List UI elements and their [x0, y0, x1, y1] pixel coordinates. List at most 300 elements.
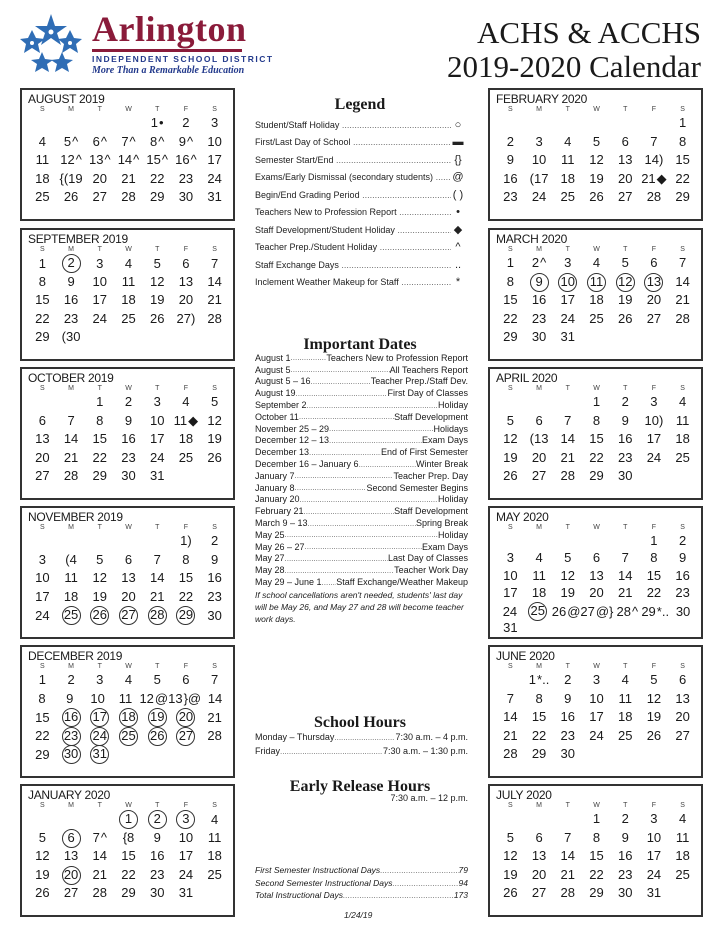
day-cell [28, 468, 57, 484]
week-row [496, 745, 697, 764]
day-cell [496, 585, 525, 601]
day-number: 16 [560, 709, 576, 725]
day-cell [143, 450, 172, 466]
day-cell [200, 812, 229, 828]
day-number: 25 [62, 606, 81, 625]
day-cell [582, 413, 611, 429]
day-number: 17 [646, 431, 662, 447]
day-cell [640, 450, 669, 466]
day-number: 20 [178, 292, 194, 308]
weekday-label: M [536, 385, 542, 392]
week-row [28, 671, 229, 690]
weekday-label: W [593, 802, 600, 809]
day-cell [582, 691, 611, 707]
day-cell [143, 134, 172, 150]
day-cell [143, 589, 172, 605]
day-number: 21 [207, 292, 222, 308]
dot-leader [329, 436, 422, 445]
day-cell [611, 189, 640, 205]
day-cell [582, 885, 611, 901]
day-cell [553, 171, 582, 187]
day-number: 9 [506, 152, 514, 168]
day-cell [668, 171, 697, 187]
day-number: 21 [503, 727, 518, 743]
day-number: 13 [178, 273, 194, 289]
weekday-label: S [212, 663, 217, 670]
month-name: AUGUST 2019 [28, 92, 105, 106]
weekday-label: W [593, 106, 600, 113]
day-marker: @} [595, 603, 614, 619]
day-cell [496, 568, 525, 584]
day-number: 16 [63, 292, 79, 308]
day-cell [57, 189, 86, 205]
day-cell [611, 134, 640, 150]
day-number: 5 [153, 255, 161, 271]
important-date: May 26 – 27 [255, 541, 305, 552]
day-cell [640, 585, 669, 601]
week-row [496, 847, 697, 866]
day-number: 5 [211, 394, 219, 410]
day-number: 4 [124, 672, 133, 688]
day-number: (17 [529, 170, 549, 186]
weekday-label: F [183, 246, 189, 253]
day-cell [496, 550, 525, 566]
day-cell [496, 255, 525, 271]
weekday-label: S [680, 106, 685, 113]
day-cell [28, 589, 57, 605]
day-number: 6 [182, 255, 190, 271]
day-number: 13 [35, 431, 50, 447]
day-cell [57, 727, 86, 746]
day-cell [85, 727, 114, 746]
day-cell [640, 728, 669, 744]
day-number: 7 [621, 550, 629, 566]
day-number: 4 [679, 394, 687, 410]
weekday-label: M [536, 246, 542, 253]
week-row [496, 602, 697, 620]
weekday-label: S [508, 524, 513, 531]
weekday-header [28, 662, 229, 671]
day-number: 15 [675, 152, 690, 168]
day-cell [57, 311, 86, 327]
day-cell [553, 885, 582, 901]
month-name: MAY 2020 [496, 510, 549, 524]
day-cell [525, 746, 554, 762]
day-cell [582, 867, 611, 883]
day-number: 21 [560, 866, 576, 882]
week-row [496, 412, 697, 431]
day-number: 13 [168, 690, 183, 706]
day-number: 14 [63, 431, 79, 447]
day-cell [85, 885, 114, 901]
day-number: 16 [175, 152, 190, 168]
day-cell [640, 848, 669, 864]
day-number: (30 [61, 329, 81, 345]
day-cell [57, 329, 86, 345]
day-number: 28 [560, 468, 576, 484]
week-row [496, 866, 697, 885]
dot-leader [295, 483, 367, 492]
day-cell [201, 691, 229, 707]
day-number: 27 [63, 885, 79, 901]
day-number: 13 [531, 848, 547, 864]
weekday-label: S [40, 106, 45, 113]
day-cell [57, 152, 86, 168]
day-number: 6 [592, 550, 601, 566]
day-number: 31 [503, 620, 518, 636]
legend-row [255, 134, 465, 152]
day-number: 10 [503, 567, 518, 583]
weekday-label: T [97, 246, 102, 253]
day-number: 15 [503, 292, 518, 308]
day-number: 19 [148, 708, 167, 727]
day-cell [553, 728, 582, 744]
week-row [496, 273, 697, 292]
important-date-row [255, 564, 468, 576]
day-cell [143, 468, 172, 484]
day-cell [85, 589, 114, 605]
day-marker: ^ [632, 603, 639, 619]
day-number: 30 [121, 468, 136, 484]
day-number: 8 [650, 550, 658, 566]
legend-label: First/Last Day of School ..... [255, 137, 451, 147]
dot-leader [334, 733, 395, 742]
day-cell [496, 171, 525, 187]
month-name: FEBRUARY 2020 [496, 92, 588, 106]
day-cell [85, 830, 114, 846]
day-cell [85, 152, 114, 168]
day-cell [668, 292, 697, 308]
day-cell [57, 468, 86, 484]
day-number: 23 [503, 189, 518, 205]
day-number: 8 [506, 274, 514, 289]
legend-symbol-icon: * [455, 276, 461, 289]
day-cell [57, 292, 86, 308]
day-number: 6 [62, 829, 81, 848]
day-number: 26 [503, 468, 518, 484]
day-cell [611, 848, 640, 864]
day-number: 14 [149, 570, 165, 586]
day-cell [640, 568, 669, 584]
day-cell [640, 171, 669, 187]
day-cell [582, 189, 611, 205]
important-date-event: Teachers New to Profession Report [326, 352, 468, 363]
day-number: 9 [178, 133, 186, 149]
day-number: 5 [564, 550, 572, 566]
day-cell [496, 311, 525, 327]
day-number: 18 [178, 431, 194, 447]
week-row [28, 829, 229, 848]
day-number: 20 [121, 588, 136, 604]
week-row [496, 188, 697, 207]
day-cell [496, 848, 525, 864]
day-cell [668, 189, 697, 205]
important-date: December 13 [255, 447, 310, 458]
day-number: 4 [182, 394, 190, 410]
day-cell [114, 394, 143, 410]
day-cell [668, 134, 697, 150]
day-cell [553, 273, 582, 292]
day-number: 28 [92, 885, 108, 901]
day-cell [172, 274, 201, 290]
day-number: 29 [675, 189, 690, 205]
weekday-label: M [68, 246, 74, 253]
dot-leader [392, 878, 458, 888]
weekday-label: M [536, 663, 542, 670]
week-row [496, 567, 697, 585]
important-date: May 29 – June 1 [255, 577, 322, 588]
day-cell [611, 394, 640, 410]
dot-leader [304, 507, 395, 516]
important-date-row [255, 470, 468, 482]
important-date-row [255, 352, 468, 364]
day-cell [200, 134, 229, 150]
day-number: 8 [592, 412, 601, 428]
day-cell [28, 710, 57, 726]
day-cell [582, 568, 611, 584]
day-cell [172, 589, 201, 605]
day-cell [143, 606, 172, 625]
day-cell [525, 171, 554, 187]
day-cell [85, 134, 114, 150]
weekday-label: T [623, 246, 628, 253]
weekday-label: F [651, 802, 657, 809]
week-row [496, 727, 697, 746]
day-number: 27 [580, 603, 595, 619]
day-cell [28, 152, 57, 168]
day-cell [172, 171, 201, 187]
weekday-label: S [508, 106, 513, 113]
weekday-label: S [40, 385, 45, 392]
month-name: MARCH 2020 [496, 232, 568, 246]
day-number: 18 [121, 292, 136, 308]
day-cell [200, 589, 229, 605]
day-number: 28 [560, 885, 576, 901]
day-cell [143, 570, 172, 586]
day-cell [28, 431, 57, 447]
weekday-label: T [565, 106, 570, 113]
day-number: 8 [96, 412, 104, 428]
weekday-label: S [680, 246, 685, 253]
important-date-row [255, 553, 468, 565]
day-cell [640, 691, 669, 707]
day-number: 9 [211, 551, 219, 567]
day-number: 12 [60, 152, 75, 168]
day-number: 19 [35, 867, 50, 882]
day-number: 13 [121, 570, 136, 586]
day-number: 19 [149, 292, 165, 308]
day-number: 15 [178, 570, 194, 586]
important-date-event: Last Day of Classes [387, 553, 468, 564]
weekday-label: T [565, 246, 570, 253]
day-marker: *.. [656, 603, 670, 619]
month-name: DECEMBER 2019 [28, 649, 123, 663]
weekday-header [28, 105, 229, 114]
day-cell [172, 830, 201, 846]
day-number: 11 [675, 412, 690, 428]
legend-row [255, 186, 465, 204]
day-cell [611, 171, 640, 187]
day-number: 12 [92, 570, 108, 586]
day-number: 17 [589, 709, 604, 725]
early-release-time: 7:30 a.m. – 12 p.m. [390, 793, 468, 803]
day-cell [112, 691, 140, 707]
day-cell [172, 708, 201, 727]
legend-label: Teachers New to Profession Report ..... [255, 207, 451, 217]
day-number: 10 [35, 570, 50, 586]
day-number: 4 [592, 255, 601, 271]
important-date-event: Holiday [437, 400, 468, 411]
day-cell [56, 691, 84, 707]
weekday-label: T [97, 802, 102, 809]
day-cell [28, 867, 57, 883]
important-date-row [255, 411, 468, 423]
weekday-label: F [183, 385, 189, 392]
day-number: 7 [67, 412, 75, 428]
day-number: 30 [149, 885, 165, 901]
day-cell [143, 311, 172, 327]
instructional-days-value: 173 [453, 890, 468, 901]
day-cell [28, 830, 57, 846]
day-cell [582, 394, 611, 410]
month-april-2020 [488, 367, 703, 500]
weekday-header [496, 801, 697, 810]
day-cell [85, 672, 114, 688]
day-number: 14 [675, 274, 690, 289]
dot-leader [359, 460, 416, 469]
day-cell [200, 728, 229, 744]
day-cell [143, 152, 172, 168]
day-number: 9 [124, 412, 133, 428]
day-cell [172, 606, 201, 625]
dot-leader [285, 530, 438, 539]
important-date-event: Staff Development [394, 506, 468, 517]
day-number: 6 [535, 412, 543, 428]
day-number: 12 [503, 848, 518, 864]
day-cell [640, 273, 669, 292]
important-date: December 12 – 13 [255, 435, 330, 446]
day-cell [582, 431, 611, 447]
day-cell [28, 256, 57, 272]
week-row [28, 810, 229, 829]
legend-row [255, 151, 465, 169]
day-cell [525, 152, 554, 168]
day-number: 4 [679, 811, 687, 827]
day-number: 1) [180, 533, 192, 549]
legend [255, 116, 465, 291]
day-cell [669, 604, 697, 620]
important-date-event: Second Semester Begins [366, 482, 468, 493]
day-number: 24 [92, 310, 108, 326]
weekday-label: T [565, 385, 570, 392]
day-number: 19 [92, 588, 108, 604]
day-cell [200, 830, 229, 846]
weekday-label: S [680, 802, 685, 809]
day-number: 11 [207, 830, 222, 845]
day-number: 22 [35, 310, 50, 326]
day-cell [85, 848, 114, 864]
day-cell [553, 152, 582, 168]
day-number: 10 [531, 152, 547, 168]
day-cell [28, 570, 57, 586]
day-number: 16 [503, 170, 518, 186]
day-number: 25 [560, 189, 576, 205]
week-row [496, 393, 697, 412]
month-november-2019 [20, 506, 235, 639]
day-marker: ^ [540, 255, 547, 271]
title-line-year: 2019-2020 Calendar [447, 49, 701, 84]
day-number: 4 [38, 133, 46, 149]
day-cell [496, 189, 525, 205]
weekday-label: S [508, 802, 513, 809]
weekday-label: M [68, 385, 74, 392]
day-cell [57, 552, 86, 568]
day-number: 2 [67, 672, 75, 688]
day-number: 29 [589, 468, 604, 484]
important-date-row [255, 541, 468, 553]
day-number: 30 [617, 468, 633, 484]
day-number: 5 [63, 133, 72, 149]
day-number: 21 [675, 292, 690, 308]
day-number: 14 [560, 431, 576, 447]
week-row [28, 708, 229, 727]
day-cell [28, 885, 57, 901]
district-subtitle: INDEPENDENT SCHOOL DISTRICT [92, 54, 274, 64]
day-cell [85, 431, 114, 447]
day-cell [57, 570, 86, 586]
day-number: 8 [38, 690, 46, 706]
day-number: 15 [589, 431, 604, 447]
day-cell [57, 171, 86, 187]
day-cell [57, 134, 86, 150]
weekday-label: S [40, 524, 45, 531]
dot-leader [299, 412, 394, 421]
day-number: 7 [211, 255, 219, 271]
day-cell [668, 550, 697, 566]
day-number: 24 [149, 449, 165, 465]
day-cell [553, 746, 582, 762]
week-row [496, 467, 697, 486]
day-number: 10 [558, 273, 577, 292]
day-number: 24 [589, 727, 604, 743]
day-number: 21 [641, 170, 656, 186]
day-cell [582, 152, 611, 168]
dot-leader [329, 424, 433, 433]
day-number: 18 [617, 709, 633, 725]
day-cell [114, 885, 143, 901]
day-cell [525, 568, 554, 584]
day-cell [496, 746, 525, 762]
day-number: 28 [646, 189, 662, 205]
day-number: 26 [149, 310, 165, 326]
instructional-days-label: First Semester Instructional Days [255, 865, 381, 876]
important-date-event: Exam Days [421, 435, 468, 446]
day-cell [114, 311, 143, 327]
day-number: 25 [589, 310, 604, 326]
day-cell [114, 450, 143, 466]
day-cell [611, 568, 640, 584]
page-title [447, 16, 701, 84]
day-number: 26 [207, 449, 222, 465]
day-number: 10 [90, 690, 105, 706]
weekday-header [496, 662, 697, 671]
day-number: 24 [531, 189, 547, 205]
dot-leader [285, 554, 388, 563]
week-row [496, 585, 697, 603]
day-number: 24 [207, 170, 222, 186]
day-number: 2 [564, 672, 572, 688]
day-number: 20 [531, 866, 547, 882]
